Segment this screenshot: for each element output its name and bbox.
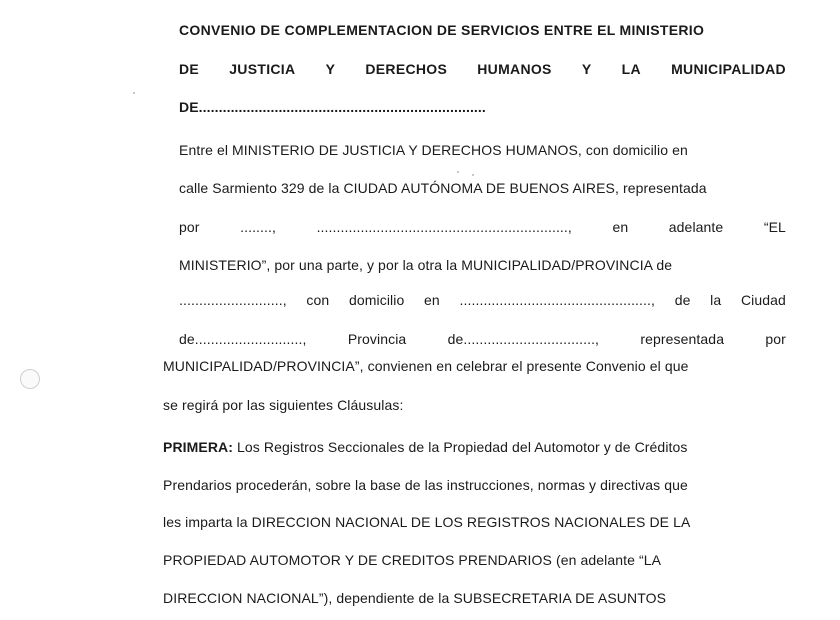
scan-speck — [457, 171, 459, 173]
clause-label: PRIMERA: — [163, 439, 234, 455]
text-fragment: con — [306, 292, 330, 308]
intro-line-2: calle Sarmiento 329 de la CIUDAD AUTÓNOMA DE BUENOS AIRES, representada — [179, 180, 707, 196]
text-fragment: en — [424, 292, 440, 308]
blank-dots: ................................................, — [459, 292, 656, 308]
title-word: MUNICIPALIDAD — [671, 61, 786, 77]
intro-line-4: MINISTERIO”, por una parte, y por la otra la MUNICIPALIDAD/PROVINCIA de — [179, 257, 673, 273]
title-line-3: DE........................................................................ — [179, 99, 486, 115]
text-fragment: por — [179, 219, 200, 235]
text-fragment: la — [710, 292, 722, 308]
text-fragment: Provincia — [347, 331, 407, 347]
primera-line-4: PROPIEDAD AUTOMOTOR Y DE CREDITOS PRENDARIOS (en adelante “LA — [163, 552, 662, 568]
title-word: Y — [581, 61, 592, 77]
text-fragment: Ciudad — [740, 292, 786, 308]
primera-line-5: DIRECCION NACIONAL”), dependiente de la SUBSECRETARIA DE ASUNTOS — [163, 590, 667, 606]
primera-line-3: les imparta la DIRECCION NACIONAL DE LOS REGISTROS NACIONALES DE LA — [163, 514, 691, 530]
text-fragment: de — [674, 292, 691, 308]
text-fragment: por — [765, 331, 786, 347]
title-word: DE — [179, 61, 200, 77]
scan-speck — [472, 174, 474, 176]
blank-dots: de..........................., — [179, 331, 307, 347]
intro-line-6 — [179, 330, 786, 348]
blank-dots: de................................., — [447, 331, 600, 347]
punch-hole-mark — [20, 369, 40, 389]
title-word: Y — [325, 61, 336, 77]
primera-line-2: Prendarios procederán, sobre la base de las instrucciones, normas y directivas que — [163, 477, 688, 493]
title-line-2 — [179, 60, 786, 78]
title-word: DERECHOS — [365, 61, 448, 77]
intro-line-7: MUNICIPALIDAD/PROVINCIA”, convienen en celebrar el presente Convenio el que — [163, 358, 689, 374]
text-fragment: “EL — [763, 219, 786, 235]
blank-dots: .........................., — [179, 292, 287, 308]
text-fragment: adelante — [668, 219, 724, 235]
title-line-1: CONVENIO DE COMPLEMENTACION DE SERVICIOS ENTRE EL MINISTERIO — [179, 22, 705, 38]
intro-line-5 — [179, 291, 786, 309]
scan-speck — [133, 92, 135, 94]
text-fragment: representada — [640, 331, 725, 347]
blank-dots: ..............................................................., — [316, 219, 572, 235]
title-word: LA — [621, 61, 641, 77]
text-fragment: domicilio — [348, 292, 405, 308]
primera-line-1 — [163, 438, 688, 456]
blank-dots: ........, — [240, 219, 277, 235]
intro-line-8: se regirá por las siguientes Cláusulas: — [163, 397, 404, 413]
title-word: HUMANOS — [477, 61, 552, 77]
text-fragment: en — [612, 219, 629, 235]
clause-text: Los Registros Seccionales de la Propiedad del Automotor y de Créditos — [233, 439, 688, 455]
intro-line-3 — [179, 218, 786, 236]
title-word: JUSTICIA — [229, 61, 296, 77]
intro-line-1: Entre el MINISTERIO DE JUSTICIA Y DERECHOS HUMANOS, con domicilio en — [179, 142, 688, 158]
